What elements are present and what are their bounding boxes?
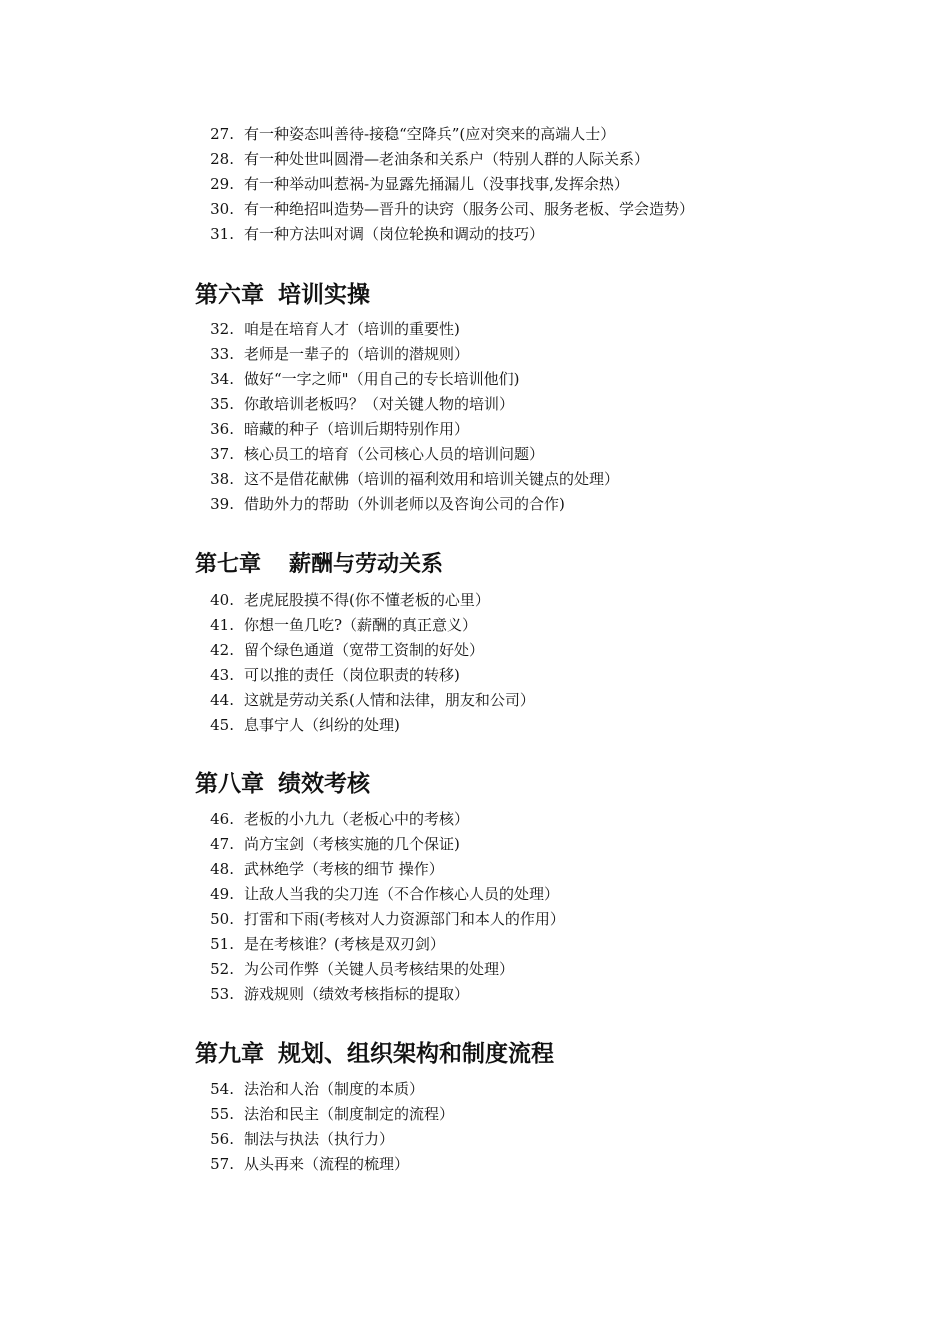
- item-number: 36.: [210, 420, 234, 438]
- chapter-heading: [195, 1039, 554, 1069]
- item-text: 你敢培训老板吗？（对关键人物的培训）: [244, 395, 515, 413]
- item-text: 息事宁人（纠纷的处理): [244, 716, 400, 734]
- item-text: 游戏规则（绩效考核指标的提取）: [244, 985, 470, 1003]
- list-item: [0, 367, 950, 392]
- item-number: 32.: [210, 320, 234, 338]
- list-item: [0, 417, 950, 442]
- chapter-number: 第七章: [195, 551, 262, 577]
- item-text: 老虎屁股摸不得(你不懂老板的心里）: [244, 591, 490, 609]
- list-item: [0, 392, 950, 417]
- item-number: 30.: [210, 200, 234, 218]
- item-list: [0, 122, 950, 247]
- item-number: 43.: [210, 666, 234, 684]
- item-text: 这不是借花献佛（培训的福利效用和培训关键点的处理）: [244, 470, 620, 488]
- item-text: 让敌人当我的尖刀连（不合作核心人员的处理）: [244, 885, 560, 903]
- list-item: [0, 807, 950, 832]
- item-text: 借助外力的帮助（外训老师以及咨询公司的合作): [244, 495, 565, 513]
- item-text: 可以推的责任（岗位职责的转移): [244, 666, 460, 684]
- item-list: [0, 1077, 950, 1177]
- list-item: [0, 832, 950, 857]
- item-text: 有一种处世叫圆滑—老油条和关系户（特别人群的人际关系）: [244, 150, 650, 168]
- item-number: 27.: [210, 125, 234, 143]
- item-text: 有一种姿态叫善待-接稳“空降兵”(应对突来的高端人士）: [244, 125, 616, 143]
- item-text: 法治和民主（制度制定的流程）: [244, 1105, 455, 1123]
- chapter-number: 第六章: [195, 282, 264, 308]
- list-item: [0, 1127, 950, 1152]
- chapter-number: 第八章: [195, 771, 264, 797]
- item-number: 38.: [210, 470, 234, 488]
- chapter-title: 培训实操: [278, 282, 370, 308]
- item-text: 武林绝学（考核的细节 操作）: [244, 860, 444, 878]
- item-number: 35.: [210, 395, 234, 413]
- item-text: 打雷和下雨(考核对人力资源部门和本人的作用）: [244, 910, 565, 928]
- list-item: [0, 222, 950, 247]
- list-item: [0, 1077, 950, 1102]
- list-item: [0, 982, 950, 1007]
- item-number: 56.: [210, 1130, 234, 1148]
- list-item: [0, 1152, 950, 1177]
- item-number: 47.: [210, 835, 234, 853]
- chapter-number: 第九章: [195, 1041, 264, 1067]
- item-number: 28.: [210, 150, 234, 168]
- item-number: 54.: [210, 1080, 234, 1098]
- list-item: [0, 857, 950, 882]
- item-text: 老板的小九九（老板心中的考核）: [244, 810, 470, 828]
- item-number: 53.: [210, 985, 234, 1003]
- list-item: [0, 492, 950, 517]
- chapter-title: 绩效考核: [278, 771, 370, 797]
- item-number: 31.: [210, 225, 234, 243]
- item-number: 44.: [210, 691, 234, 709]
- item-text: 老师是一辈子的（培训的潜规则）: [244, 345, 470, 363]
- item-number: 37.: [210, 445, 234, 463]
- list-item: [0, 172, 950, 197]
- list-item: [0, 588, 950, 613]
- item-text: 尚方宝剑（考核实施的几个保证): [244, 835, 460, 853]
- item-text: 你想一鱼几吃?（薪酬的真正意义）: [244, 616, 478, 634]
- list-item: [0, 957, 950, 982]
- list-item: [0, 688, 950, 713]
- item-text: 制法与执法（执行力）: [244, 1130, 395, 1148]
- chapter-heading: [195, 280, 370, 310]
- item-number: 55.: [210, 1105, 234, 1123]
- item-number: 51.: [210, 935, 234, 953]
- list-item: [0, 638, 950, 663]
- item-number: 45.: [210, 716, 234, 734]
- item-list: [0, 807, 950, 1007]
- item-number: 46.: [210, 810, 234, 828]
- list-item: [0, 342, 950, 367]
- item-text: 咱是在培育人才（培训的重要性): [244, 320, 460, 338]
- item-text: 做好“一字之师"（用自己的专长培训他们): [244, 370, 520, 388]
- item-text: 有一种举动叫惹祸-为显露先捅漏儿（没事找事,发挥余热）: [244, 175, 629, 193]
- item-text: 是在考核谁？(考核是双刃剑）: [244, 935, 445, 953]
- item-text: 暗藏的种子（培训后期特别作用）: [244, 420, 470, 438]
- item-text: 核心员工的培育（公司核心人员的培训问题）: [244, 445, 545, 463]
- list-item: [0, 713, 950, 738]
- list-item: [0, 317, 950, 342]
- list-item: [0, 122, 950, 147]
- list-item: [0, 1102, 950, 1127]
- list-item: [0, 882, 950, 907]
- item-number: 48.: [210, 860, 234, 878]
- chapter-title: 薪酬与劳动关系: [289, 551, 444, 577]
- item-number: 39.: [210, 495, 234, 513]
- list-item: [0, 907, 950, 932]
- chapter-title: 规划、组织架构和制度流程: [278, 1041, 554, 1067]
- item-text: 这就是劳动关系(人情和法律，朋友和公司）: [244, 691, 535, 709]
- item-list: [0, 317, 950, 517]
- list-item: [0, 467, 950, 492]
- list-item: [0, 147, 950, 172]
- list-item: [0, 932, 950, 957]
- item-number: 57.: [210, 1155, 234, 1173]
- list-item: [0, 613, 950, 638]
- chapter-heading: [195, 549, 443, 579]
- item-number: 41.: [210, 616, 234, 634]
- item-text: 法治和人治（制度的本质）: [244, 1080, 425, 1098]
- item-number: 34.: [210, 370, 234, 388]
- list-item: [0, 663, 950, 688]
- item-text: 从头再来（流程的梳理）: [244, 1155, 410, 1173]
- item-number: 42.: [210, 641, 234, 659]
- item-text: 有一种绝招叫造势—晋升的诀窍（服务公司、服务老板、学会造势）: [244, 200, 695, 218]
- list-item: [0, 442, 950, 467]
- item-number: 49.: [210, 885, 234, 903]
- chapter-heading: [195, 769, 370, 799]
- item-text: 为公司作弊（关键人员考核结果的处理）: [244, 960, 515, 978]
- item-number: 50.: [210, 910, 234, 928]
- item-text: 留个绿色通道（宽带工资制的好处）: [244, 641, 485, 659]
- item-number: 33.: [210, 345, 234, 363]
- item-number: 29.: [210, 175, 234, 193]
- item-list: [0, 588, 950, 738]
- item-number: 40.: [210, 591, 234, 609]
- item-number: 52.: [210, 960, 234, 978]
- item-text: 有一种方法叫对调（岗位轮换和调动的技巧）: [244, 225, 545, 243]
- list-item: [0, 197, 950, 222]
